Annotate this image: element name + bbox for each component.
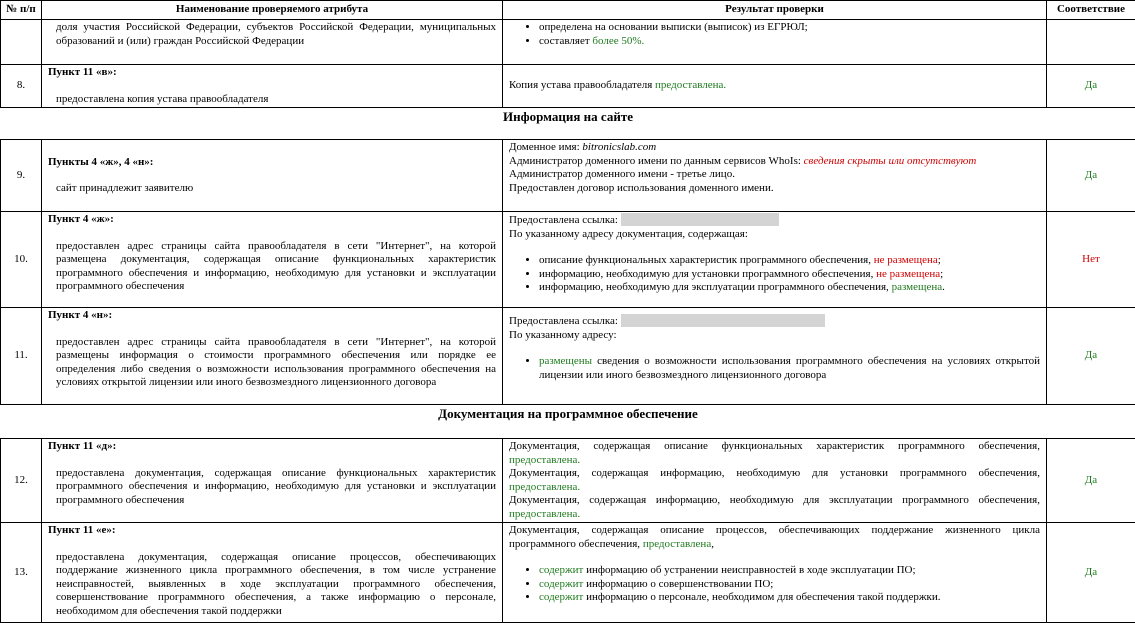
row-num — [1, 20, 42, 65]
result-text: По указанному адресу документация, содержащая: — [509, 228, 1040, 242]
attribute-text: предоставлен адрес страницы сайта правообладателя в сети "Интернет", на которой размещена документация, содержащая описание функциональных характеристик программного обеспечения и информацию, необходимую для установки и эксплуатации программного обеспечения — [48, 240, 496, 294]
table-row — [1, 308, 1135, 405]
redacted-link — [621, 213, 779, 226]
list-item — [539, 564, 1040, 578]
clause-label: Пункт 11 «д»: — [48, 440, 496, 454]
table-row — [1, 439, 1135, 523]
result-cell — [503, 20, 1047, 65]
attribute-cell — [42, 140, 503, 212]
clause-label: Пункт 11 «в»: — [48, 66, 496, 80]
result-text: информацию, необходимую для установки программного обеспечения, — [539, 268, 876, 280]
punctuation: ; — [940, 268, 943, 280]
match-value: Да — [1047, 439, 1135, 523]
list-item — [539, 591, 1040, 605]
domain-name: bitronicslab.com — [582, 141, 656, 153]
result-text: информацию о персонале, необходимом для обеспечения такой поддержки. — [583, 591, 940, 603]
punctuation: ; — [938, 254, 941, 266]
list-item — [539, 281, 1040, 295]
attribute-cell — [42, 308, 503, 405]
row-num: 13. — [1, 523, 42, 623]
redacted-link — [621, 314, 825, 327]
attribute-text: сайт принадлежит заявителю — [48, 182, 496, 196]
result-positive: содержит — [539, 591, 583, 603]
punctuation: . — [942, 281, 945, 293]
link-label: Предоставлена ссылка: — [509, 315, 621, 327]
match-value: Да — [1047, 65, 1135, 108]
section-row — [1, 108, 1135, 140]
result-positive: содержит — [539, 578, 583, 590]
clause-label: Пункт 4 «ж»: — [48, 213, 496, 227]
domain-label: Доменное имя: — [509, 141, 582, 153]
result-positive: содержит — [539, 564, 583, 576]
list-item — [539, 21, 1040, 35]
result-cell — [503, 308, 1047, 405]
attribute-text: предоставлена документация, содержащая описание процессов, обеспечивающих поддержание жизненного цикла программного обеспечения, в том числе устранение неисправностей, выявленных в ходе эксплуатации программного обеспечения, совершенствование программного обеспечения, а также информацию о персонале, необходимом для обеспечения такой поддержки — [48, 551, 496, 619]
attribute-text: доля участия Российской Федерации, субъектов Российской Федерации, муниципальных образований и (или) граждан Российской Федерации — [48, 21, 496, 48]
table-row — [1, 65, 1135, 108]
header-num: № п/п — [1, 1, 42, 20]
result-text: информацию, необходимую для эксплуатации программного обеспечения, — [539, 281, 892, 293]
clause-label: Пункт 4 «н»: — [48, 309, 496, 323]
table-row — [1, 20, 1135, 65]
match-value: Да — [1047, 308, 1135, 405]
list-item — [539, 268, 1040, 282]
result-positive: предоставлена. — [509, 481, 580, 493]
match-value: Нет — [1047, 212, 1135, 308]
result-text: Документация, содержащая информацию, необходимую для установки программного обеспечения, — [509, 467, 1040, 479]
result-cell — [503, 65, 1047, 108]
attribute-text: предоставлена документация, содержащая описание функциональных характеристик программного обеспечения и информацию, необходимую для установки и эксплуатации программного обеспечения — [48, 467, 496, 508]
section-row — [1, 405, 1135, 439]
result-text: информацию о совершенствовании ПО; — [583, 578, 773, 590]
row-num: 10. — [1, 212, 42, 308]
result-text: определена на основании выписки (выписок) из ЕГРЮЛ; — [539, 21, 808, 33]
result-positive: размещены — [539, 355, 592, 367]
match-value: Да — [1047, 523, 1135, 623]
result-text: Копия устава правообладателя — [509, 79, 655, 91]
result-text: Предоставлен договор использования доменного имени. — [509, 182, 1040, 196]
result-negative: сведения скрыты или отсутствуют — [804, 155, 977, 167]
header-attribute: Наименование проверяемого атрибута — [42, 1, 503, 20]
attribute-cell — [42, 65, 503, 108]
result-positive: более 50%. — [592, 35, 644, 47]
list-item — [539, 35, 1040, 49]
result-cell — [503, 523, 1047, 623]
header-result: Результат проверки — [503, 1, 1047, 20]
result-text: Документация, содержащая описание процессов, обеспечивающих поддержание жизненного цикла программного обеспечения, — [509, 524, 1040, 550]
header-match: Соответствие — [1047, 1, 1135, 20]
attribute-cell — [42, 439, 503, 523]
result-text: По указанному адресу: — [509, 329, 1040, 343]
clause-label: Пункт 11 «е»: — [48, 524, 496, 538]
result-text: информацию об устранении неисправностей в ходе эксплуатации ПО; — [583, 564, 915, 576]
result-negative: не размещена — [874, 254, 938, 266]
list-item — [539, 254, 1040, 268]
list-item — [539, 578, 1040, 592]
attribute-text: предоставлен адрес страницы сайта правообладателя в сети "Интернет", на которой размещены информация о стоимости программного обеспечения или порядке ее определения либо сведения о возможности использования программного обеспечения на условиях открытой лицензии или иного безвозмездного лицензионного договора — [48, 336, 496, 390]
result-positive: предоставлена. — [509, 508, 580, 520]
result-text: Документация, содержащая описание функциональных характеристик программного обеспечения, — [509, 440, 1040, 452]
table-row — [1, 140, 1135, 212]
section-title-docs: Документация на программное обеспечение — [1, 405, 1135, 439]
attribute-cell — [42, 523, 503, 623]
row-num: 8. — [1, 65, 42, 108]
result-text: Документация, содержащая информацию, необходимую для эксплуатации программного обеспечения, — [509, 494, 1040, 506]
result-positive: предоставлена. — [509, 454, 580, 466]
result-text: описание функциональных характеристик программного обеспечения, — [539, 254, 874, 266]
result-positive: предоставлена — [643, 538, 711, 550]
result-positive: предоставлена. — [655, 79, 726, 91]
table-header-row — [1, 1, 1135, 20]
result-negative: не размещена — [876, 268, 940, 280]
result-text: составляет — [539, 35, 592, 47]
row-num: 12. — [1, 439, 42, 523]
match-cell — [1047, 20, 1135, 65]
row-num: 11. — [1, 308, 42, 405]
list-item — [539, 355, 1040, 382]
result-text: сведения о возможности использования программного обеспечения на условиях открытой лицензии или иного безвозмездного лицензионного договора — [539, 355, 1040, 381]
link-label: Предоставлена ссылка: — [509, 214, 621, 226]
punctuation: , — [711, 538, 714, 550]
table-row — [1, 212, 1135, 308]
clause-label: Пункты 4 «ж», 4 «н»: — [48, 156, 496, 170]
table-row — [1, 523, 1135, 623]
row-num: 9. — [1, 140, 42, 212]
match-value: Да — [1047, 140, 1135, 212]
result-text: Администратор доменного имени по данным сервисов WhoIs: — [509, 155, 804, 167]
result-cell — [503, 140, 1047, 212]
attribute-cell — [42, 212, 503, 308]
result-text: Администратор доменного имени - третье лицо. — [509, 168, 1040, 182]
attribute-cell — [42, 20, 503, 65]
result-cell — [503, 439, 1047, 523]
result-positive: размещена — [892, 281, 943, 293]
section-title-site: Информация на сайте — [1, 108, 1135, 140]
result-cell — [503, 212, 1047, 308]
attribute-text: предоставлена копия устава правообладателя — [48, 93, 496, 107]
